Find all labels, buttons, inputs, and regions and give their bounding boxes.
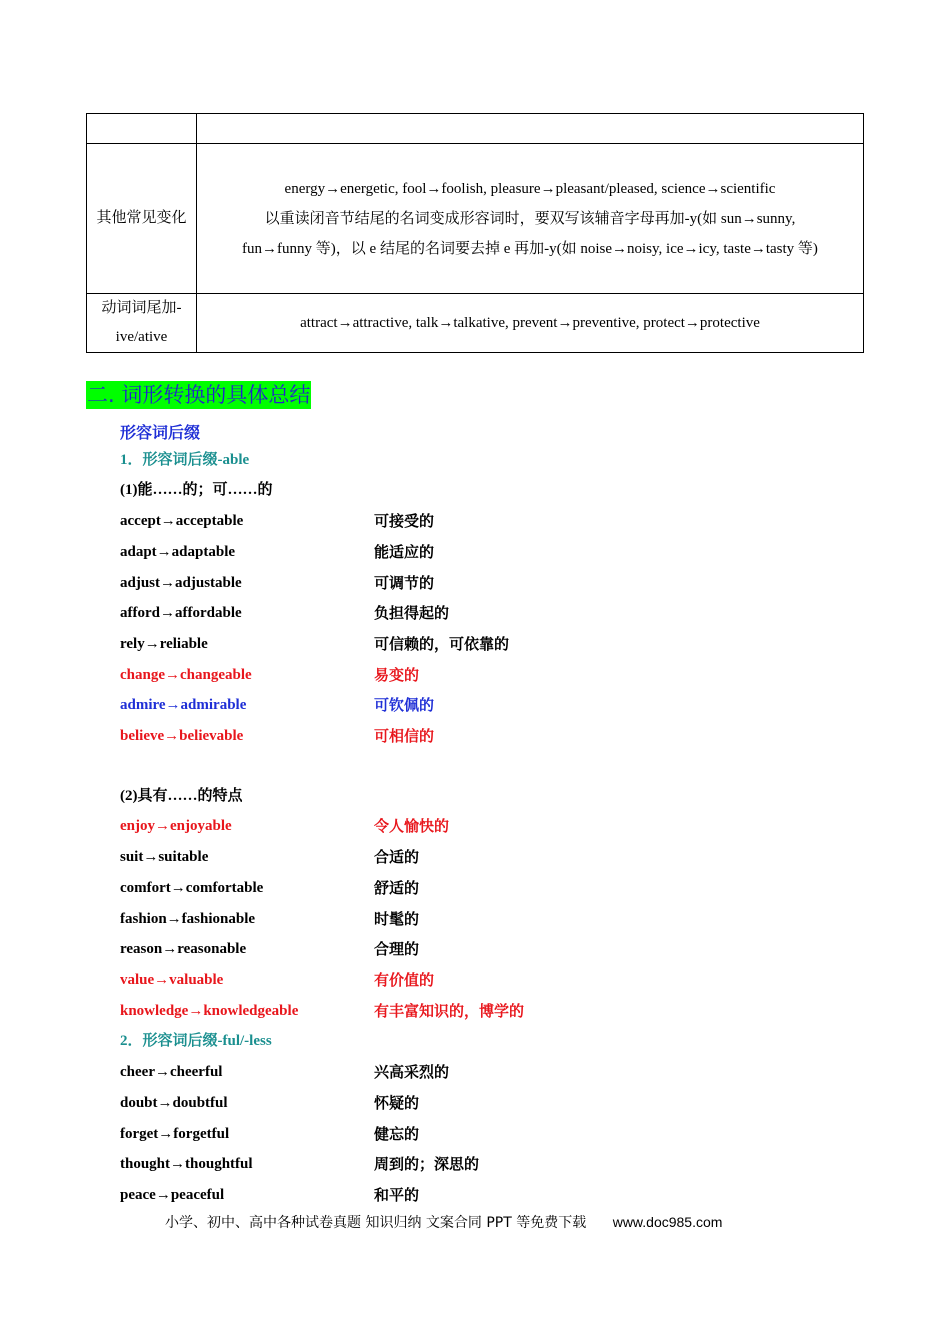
word-conversion: accept→acceptable: [120, 513, 244, 529]
word-conversion: knowledge→knowledgeable: [120, 1003, 299, 1019]
subheading: 形容词后缀: [120, 423, 201, 442]
group-title-text: 2．形容词后缀-ful/-less: [120, 1033, 272, 1049]
word-meaning: 怀疑的: [374, 1094, 420, 1112]
footer-text: 小学、初中、高中各种试卷真题 知识归纳 文案合同 PPT 等免费下载: [165, 1215, 587, 1231]
word-conversion: suit→suitable: [120, 849, 209, 865]
word-meaning: 易变的: [374, 666, 420, 684]
word-meaning: 兴高采烈的: [374, 1063, 450, 1081]
table-cell-label: [87, 294, 197, 353]
word-conversion: cheer→cheerful: [120, 1064, 223, 1080]
content-line: attract→attractive, talk→talkative, prevent→preventive, protect→protective: [300, 315, 760, 331]
word-meaning: 和平的: [374, 1186, 420, 1204]
word-meaning: 合适的: [374, 848, 420, 866]
word-conversion: adapt→adaptable: [120, 544, 236, 560]
word-meaning: 周到的；深思的: [374, 1155, 480, 1173]
word-meaning: 合理的: [374, 940, 420, 958]
word-conversion: thought→thoughtful: [120, 1156, 253, 1172]
label-text: 动词词尾加-ive/ative: [101, 300, 182, 345]
content-line: energy→energetic, fool→foolish, pleasure→pleasant/pleased, science→scientific: [284, 180, 776, 197]
group-title-text: (1)能……的；可……的: [120, 482, 273, 498]
word-conversion: afford→affordable: [120, 605, 242, 621]
group-title-text: 1．形容词后缀-able: [120, 452, 250, 468]
word-meaning: 可钦佩的: [374, 696, 435, 714]
table-cell-content: [197, 114, 864, 144]
word-meaning: 可相信的: [374, 727, 435, 745]
word-meaning: 负担得起的: [374, 604, 450, 622]
word-conversion: rely→reliable: [120, 636, 208, 652]
table-cell-content: [197, 144, 864, 294]
word-conversion: peace→peaceful: [120, 1187, 225, 1203]
section-heading: 二. 词形转换的具体总结: [87, 383, 311, 407]
word-meaning: 令人愉快的: [374, 817, 450, 835]
word-conversion: change→changeable: [120, 667, 252, 683]
word-conversion: reason→reasonable: [120, 941, 247, 957]
word-conversion: forget→forgetful: [120, 1126, 230, 1142]
word-meaning: 能适应的: [374, 543, 435, 561]
suffix-table: [86, 113, 864, 353]
word-conversion: doubt→doubtful: [120, 1095, 228, 1111]
label-text: 其他常见变化: [96, 210, 187, 226]
content-line: fun→funny 等)，以 e 结尾的名词要去掉 e 再加-y(如 noise→noisy, ice→icy, taste→tasty 等): [242, 240, 818, 257]
word-conversion: believe→believable: [120, 728, 244, 744]
word-conversion: enjoy→enjoyable: [120, 818, 232, 834]
footer: [165, 1212, 722, 1232]
word-conversion: value→valuable: [120, 972, 224, 988]
word-conversion: fashion→fashionable: [120, 911, 256, 927]
word-meaning: 健忘的: [374, 1125, 420, 1143]
word-meaning: 可信赖的，可依靠的: [374, 635, 510, 653]
word-conversion: comfort→comfortable: [120, 880, 264, 896]
table-row: [87, 114, 864, 144]
word-meaning: 可调节的: [374, 574, 435, 592]
table-row: [87, 294, 864, 353]
content-line: 以重读闭音节结尾的名词变成形容词时，要双写该辅音字母再加-y(如 sun→sunny,: [264, 210, 796, 227]
table-cell-label: [87, 114, 197, 144]
word-conversion: admire→admirable: [120, 697, 247, 713]
word-meaning: 时髦的: [374, 910, 420, 928]
footer-url[interactable]: www.doc985.com: [612, 1214, 723, 1230]
table-cell-content: [197, 294, 864, 353]
word-meaning: 可接受的: [374, 512, 435, 530]
group-title-text: (2)具有……的特点: [120, 788, 243, 804]
word-meaning: 有价值的: [374, 971, 435, 989]
word-meaning: 有丰富知识的，博学的: [374, 1002, 525, 1020]
word-conversion: adjust→adjustable: [120, 575, 242, 591]
table-cell-label: [87, 144, 197, 294]
word-meaning: 舒适的: [374, 879, 420, 897]
table-row: [87, 144, 864, 294]
